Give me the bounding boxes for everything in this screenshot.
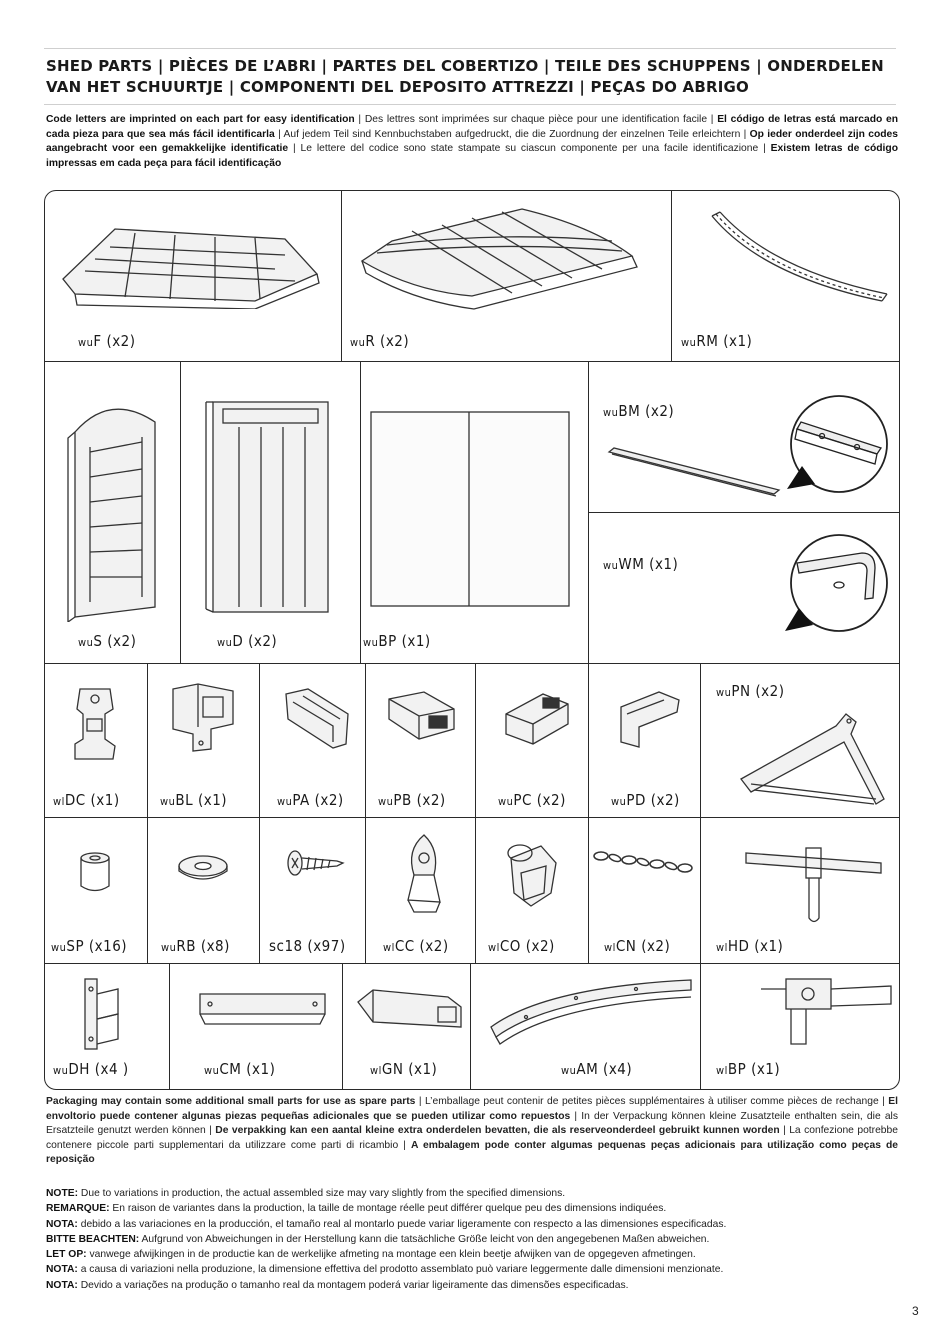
part-cell-wuRM (672, 191, 899, 362)
connector-pb-illustration (384, 684, 459, 754)
note-line: REMARQUE: En raison de variantes dans la production, la taille de montage réelle peut différer quelque peu des dimensions indiquées. (46, 1203, 667, 1215)
screw-illustration (285, 848, 345, 888)
part-label-wlCC: wlCC (x2) (383, 937, 449, 955)
part-cell-wuR (342, 191, 672, 362)
part-label-wuBP: wuBP (x1) (363, 632, 431, 650)
part-cell-wlHD (701, 818, 899, 964)
part-cell-wlGN (343, 964, 471, 1089)
part-label-wlDC: wlDC (x1) (53, 791, 120, 809)
gutter-nozzle-illustration (353, 982, 468, 1042)
back-beam-illustration (604, 442, 784, 502)
part-label-wuS: wuS (x2) (78, 632, 137, 650)
floor-panel-illustration (55, 219, 330, 309)
part-label-wuPA: wuPA (x2) (277, 791, 344, 809)
spare-en: Packaging may contain some additional small parts for use as spare parts (46, 1096, 416, 1107)
part-cell-sc18 (260, 818, 366, 964)
part-label-wlCN: wlCN (x2) (604, 937, 671, 955)
door-catch-illustration (65, 684, 125, 764)
part-cell-wuPC (476, 664, 589, 818)
window-beam-detail-zoom (777, 533, 892, 648)
connector-pa-illustration (278, 684, 353, 754)
part-label-wuPC: wuPC (x2) (498, 791, 566, 809)
part-label-wlCO: wlCO (x2) (488, 937, 555, 955)
intro-it: Le lettere del codice sono state stampate su ciascun componente per una facile identificazione (300, 143, 759, 155)
part-label-wlHD: wlHD (x1) (716, 937, 784, 955)
part-label-wuR: wuR (x2) (350, 332, 410, 350)
part-label-wuF: wuF (x2) (78, 332, 136, 350)
part-label-wuBM: wuBM (x2) (603, 402, 675, 420)
intro-nl: Op ieder onderdeel zijn codes aangebracht voor een gemakkelijke identificatie (46, 128, 899, 155)
door-panel-illustration (201, 397, 341, 617)
part-label-wuRB: wuRB (x8) (161, 937, 230, 955)
part-label-wuBL: wuBL (x1) (160, 791, 228, 809)
part-cell-wuWM (589, 513, 899, 664)
note-line: NOTE: Due to variations in production, the actual assembled size may vary slightly from the specified dimensions. (46, 1188, 566, 1199)
part-cell-wlCO (476, 818, 589, 964)
bracket-plate-illustration (751, 974, 896, 1049)
back-beam-detail-zoom (777, 394, 892, 509)
part-cell-wuBP (361, 362, 589, 664)
part-cell-wuBM (589, 362, 899, 513)
note-line: BITTE BEACHTEN: Aufgrund von Abweichungen in der Herstellung kann die tatsächliche Größe leicht von den angegebenen Maßen abweichen. (46, 1233, 710, 1245)
page-number: 3 (912, 1304, 919, 1318)
part-label-wuDH: wuDH (x4 ) (53, 1060, 129, 1078)
spare-pt: A embalagem pode conter algumas pequenas peças adicionais para utilização como peças de reposição (46, 1139, 898, 1166)
chain-cover-illustration (496, 838, 566, 913)
part-label-wuD: wuD (x2) (217, 632, 278, 650)
part-cell-wuPA (260, 664, 366, 818)
arch-member-illustration (486, 972, 696, 1047)
cross-member-illustration (195, 984, 330, 1034)
part-label-wlBP: wlBP (x1) (716, 1060, 781, 1078)
chain-clip-illustration (396, 830, 451, 918)
note-line: NOTA: Devido a variações na produção o tamanho real da montagem poderá variar ligeiramente das dimensões especificadas. (46, 1279, 629, 1291)
spare-parts-paragraph: Packaging may contain some additional small parts for use as spare parts | L’emballage peut contenir de petites pièces supplémentaires à utiliser comme pièces de rechange | El envoltorio puede contener algunas piezas pequeñas adicionales que se pueden utilizar como repuestos | In der Verpackung können kleine Zusatzteile enthalten sein, die als Ersatzteile genutzt werden können | De verpakking kan een aantal kleine extra onderdelen bevatten, die als reserveonderdeel gebruikt kunnen worden | La confezione potrebbe contenere piccole parti supplementari da utilizzare come parti di ricambio | A embalagem pode conter algumas pequenas peças adicionais para utilização como peças de reposição (46, 1096, 899, 1166)
part-cell-wuF (45, 191, 342, 362)
dimension-notes (46, 1186, 898, 1293)
part-cell-wuAM (471, 964, 701, 1089)
intro-de: Auf jedem Teil sind Kennbuchstaben aufgedruckt, die die Zuordnung der einzelnen Teile erleichtern (283, 128, 741, 140)
roof-middle-beam-illustration (702, 206, 892, 316)
note-line: NOTA: debido a las variaciones en la producción, el tamaño real al montarlo puede variar ligeramente con respecto a las dimensiones especificadas. (46, 1218, 727, 1230)
handle-illustration (741, 833, 891, 933)
part-cell-wuSP (45, 818, 148, 964)
part-cell-wlCN (589, 818, 701, 964)
spare-it: La confezione potrebbe contenere piccole parti supplementari da utilizzare come parti di ricambio (46, 1125, 898, 1151)
part-cell-wuD (181, 362, 361, 664)
connector-pd-illustration (609, 682, 684, 752)
part-label-wuPD: wuPD (x2) (611, 791, 680, 809)
intro-fr: Des lettres sont imprimées sur chaque pièce pour une identification facile (364, 114, 708, 125)
part-cell-wuCM (170, 964, 343, 1089)
part-cell-wuBL (148, 664, 260, 818)
spare-es: El envoltorio puede contener algunas piezas pequeñas adicionales que se pueden utilizar como repuestos (46, 1096, 899, 1122)
rubber-washer-illustration (176, 853, 231, 883)
part-cell-wuPN (701, 664, 899, 818)
intro-pt: Existem letras de código impressas em cada peça para fácil identificação (46, 143, 898, 169)
roof-panel-illustration (352, 201, 662, 316)
part-label-wuPN: wuPN (x2) (716, 682, 785, 700)
part-cell-wuPD (589, 664, 701, 818)
chain-illustration (591, 846, 699, 876)
note-line: LET OP: vanwege afwijkingen in de productie kan de werkelijke afmeting na montage een klein beetje afwijken van de opgegeven afmetingen. (46, 1249, 696, 1261)
part-cell-wuPB (366, 664, 476, 818)
part-label-wuSP: wuSP (x16) (51, 937, 128, 955)
back-panel-illustration (369, 410, 579, 610)
part-cell-wuDH (45, 964, 170, 1089)
intro-paragraph: Code letters are imprinted on each part for easy identification | Des lettres sont imprimées sur chaque pièce pour une identification facile | El código de letras está marcado en cada pieza para que sea más fácil identificarla | Auf jedem Teil sind Kennbuchstaben aufgedruckt, die die Zuordnung der einzelnen Teile erleichtern | Op ieder onderdeel zijn codes aangebracht voor een gemakkelijke identificatie | Le lettere del codice sono state stampate su ciascun componente per una facile identificazione | Existem letras de código impressas em cada peça para fácil identificação (46, 114, 899, 169)
part-label-wuRM: wuRM (x1) (681, 332, 753, 350)
part-label-wlGN: wlGN (x1) (370, 1060, 438, 1078)
gable-truss-illustration (736, 704, 896, 814)
part-label-wuAM: wuAM (x4) (561, 1060, 633, 1078)
part-cell-wuRB (148, 818, 260, 964)
spare-nl: De verpakking kan een aantal kleine extra onderdelen bevatten, die als reserveonderdeel gebruikt kunnen worden (215, 1125, 780, 1137)
part-label-wuPB: wuPB (x2) (378, 791, 446, 809)
spare-fr: L’emballage peut contenir de petites pièces supplémentaires à utiliser comme pièces de rechange (425, 1096, 879, 1107)
part-label-wuCM: wuCM (x1) (204, 1060, 276, 1078)
part-cell-wlDC (45, 664, 148, 818)
page-title: SHED PARTS | PIÈCES DE L’ABRI | PARTES DEL COBERTIZO | TEILE DES SCHUPPENS | ONDERDELEN VAN HET SCHUURTJE | COMPONENTI DEL DEPOSITO ATTREZZI | PEÇAS DO ABRIGO (46, 57, 884, 96)
part-cell-wuS (45, 362, 181, 664)
spacer-illustration (75, 850, 115, 895)
part-label-sc18: sc18 (x97) (269, 937, 346, 955)
connector-pc-illustration (498, 684, 573, 754)
spare-de: In der Verpackung können kleine Zusatzteile enthalten sein, die als Ersatzteile genutzt werden können (46, 1110, 898, 1137)
parts-grid (44, 190, 900, 1090)
door-hinge-illustration (70, 974, 130, 1054)
bolt-latch-illustration (163, 679, 243, 764)
title-rule (44, 104, 896, 105)
note-line: NOTA: a causa di variazioni nella produzione, la dimensione effettiva del prodotto assemblato può variare leggermente dalle dimensioni menzionate. (46, 1264, 724, 1276)
part-cell-wlCC (366, 818, 476, 964)
side-wall-panel-illustration (60, 392, 165, 622)
intro-en: Code letters are imprinted on each part for easy identification (46, 114, 355, 125)
intro-es: El código de letras está marcado en cada pieza para que sea más fácil identificarla (46, 114, 899, 140)
top-rule (44, 48, 896, 49)
part-cell-wlBP (701, 964, 899, 1089)
part-label-wuWM: wuWM (x1) (603, 555, 679, 573)
